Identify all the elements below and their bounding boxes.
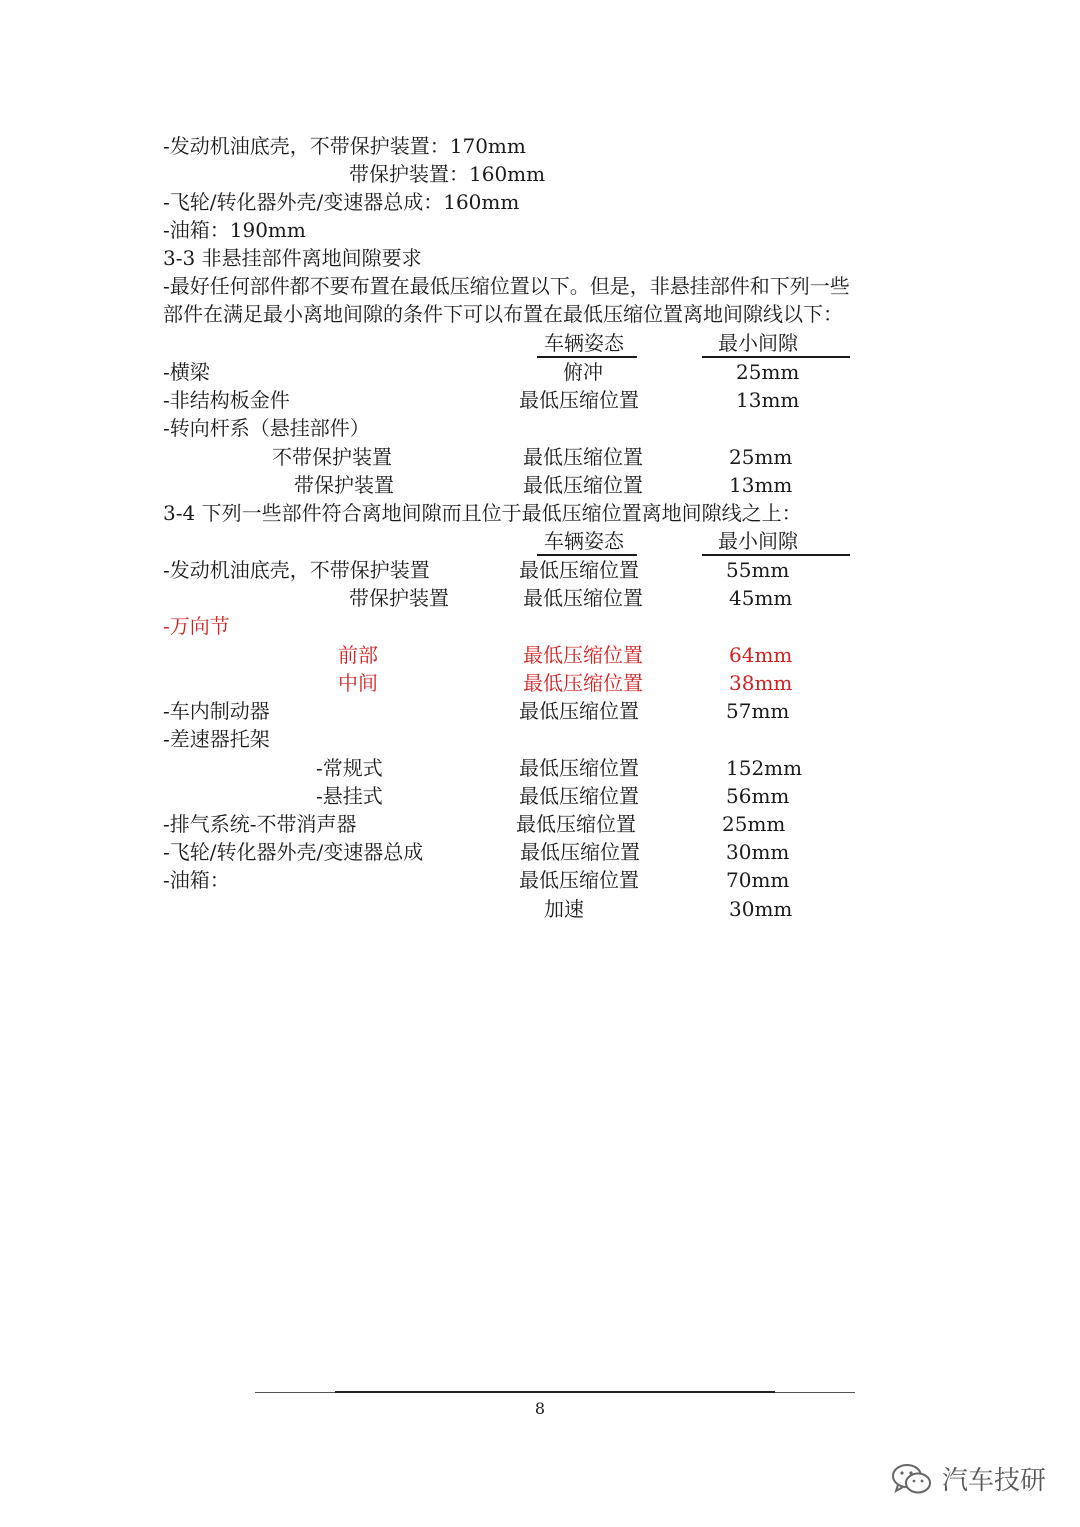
section-heading-3-4: 3-4 下列一些部件符合离地间隙而且位于最低压缩位置离地间隙线之上： xyxy=(163,501,802,525)
table2-clearance: 70mm xyxy=(726,868,790,892)
table2-clearance: 64mm xyxy=(729,643,793,667)
table2-clearance: 45mm xyxy=(729,586,793,610)
text-line-4: -油箱：190mm xyxy=(163,218,306,242)
table1-clearance: 25mm xyxy=(736,360,800,384)
table2-clearance: 25mm xyxy=(722,812,786,836)
table2-posture: 最低压缩位置 xyxy=(516,812,636,836)
table2-item: -差速器托架 xyxy=(163,727,270,751)
table1-item: -转向杆系（悬挂部件） xyxy=(163,416,370,440)
table2-posture: 最低压缩位置 xyxy=(519,699,639,723)
table1-clearance: 13mm xyxy=(729,473,793,497)
table2-clearance: 30mm xyxy=(726,840,790,864)
page-number: 8 xyxy=(534,1399,546,1418)
table2-item: -飞轮/转化器外壳/变速器总成 xyxy=(163,840,424,864)
table2-item: -车内制动器 xyxy=(163,699,270,723)
table2-posture: 最低压缩位置 xyxy=(519,756,639,780)
table2-clearance: 55mm xyxy=(726,558,790,582)
table2-clearance: 152mm xyxy=(726,756,803,780)
text-line-3: -飞轮/转化器外壳/变速器总成：160mm xyxy=(163,190,520,214)
table2-item: 前部 xyxy=(338,643,378,667)
table2-posture: 最低压缩位置 xyxy=(523,643,643,667)
table2-clearance: 57mm xyxy=(726,699,790,723)
table2-posture: 最低压缩位置 xyxy=(519,784,639,808)
wechat-icon xyxy=(890,1461,934,1497)
table2-posture: 最低压缩位置 xyxy=(519,558,639,582)
table2-posture: 最低压缩位置 xyxy=(523,586,643,610)
table1-header-posture: 车辆姿态 xyxy=(544,331,624,355)
text-line-2: 带保护装置：160mm xyxy=(349,162,546,186)
table2-item: -发动机油底壳，不带保护装置 xyxy=(163,558,430,582)
table2-posture: 最低压缩位置 xyxy=(520,840,640,864)
watermark-text: 汽车技研 xyxy=(941,1466,1046,1496)
table2-posture: 最低压缩位置 xyxy=(519,868,639,892)
table1-posture: 俯冲 xyxy=(563,360,603,384)
table1-posture: 最低压缩位置 xyxy=(523,473,643,497)
section-heading-3-3: 3-3 非悬挂部件离地间隙要求 xyxy=(163,246,422,270)
table1-item: -非结构板金件 xyxy=(163,388,290,412)
table1-clearance: 13mm xyxy=(736,388,800,412)
table2-clearance: 38mm xyxy=(729,671,793,695)
table2-clearance: 30mm xyxy=(729,897,793,921)
table2-item: -悬挂式 xyxy=(316,784,383,808)
table2-header-clearance: 最小间隙 xyxy=(718,529,798,553)
table1-item: -横梁 xyxy=(163,360,210,384)
table2-item: -排气系统-不带消声器 xyxy=(163,812,357,836)
table1-posture: 最低压缩位置 xyxy=(523,445,643,469)
table2-header-posture: 车辆姿态 xyxy=(544,529,624,553)
text-line-6: -最好任何部件都不要布置在最低压缩位置以下。但是，非悬挂部件和下列一些 xyxy=(163,274,850,298)
table1-header-clearance: 最小间隙 xyxy=(718,331,798,355)
footer-rule-bold xyxy=(335,1391,775,1393)
watermark xyxy=(890,1460,1046,1497)
table2-item: -万向节 xyxy=(163,614,230,638)
table1-posture: 最低压缩位置 xyxy=(519,388,639,412)
table2-clearance: 56mm xyxy=(726,784,790,808)
table2-posture: 加速 xyxy=(544,897,584,921)
text-line-1: -发动机油底壳，不带保护装置：170mm xyxy=(163,134,526,158)
text-line-7: 部件在满足最小离地间隙的条件下可以布置在最低压缩位置离地间隙线以下： xyxy=(163,302,843,326)
table2-item: -常规式 xyxy=(316,756,383,780)
table2-posture: 最低压缩位置 xyxy=(523,671,643,695)
table2-item: 带保护装置 xyxy=(349,586,449,610)
table2-item: -油箱： xyxy=(163,868,230,892)
table1-clearance: 25mm xyxy=(729,445,793,469)
table1-item: 不带保护装置 xyxy=(272,445,392,469)
table1-item: 带保护装置 xyxy=(294,473,394,497)
table2-item: 中间 xyxy=(338,671,378,695)
